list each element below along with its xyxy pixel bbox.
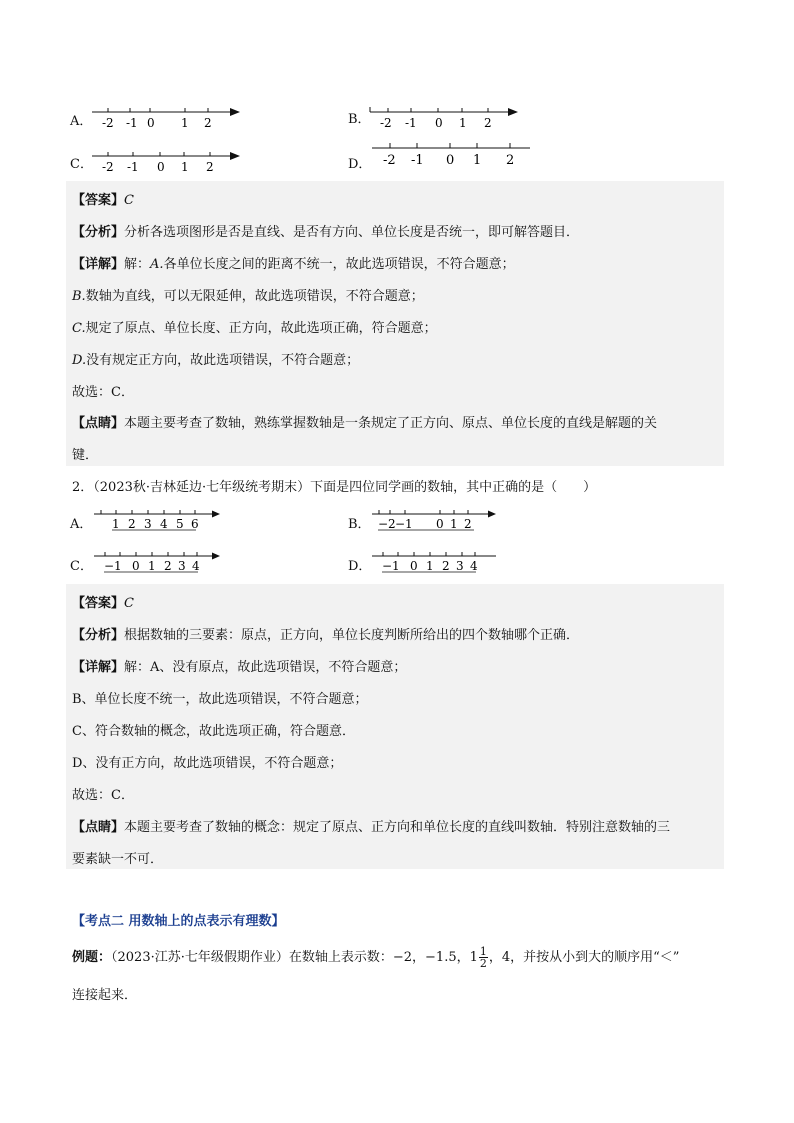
tick-label: 1 bbox=[473, 153, 482, 168]
tick-label: −1 bbox=[104, 559, 122, 573]
q1-comment-line1: 【点睛】本题主要考查了数轴，熟练掌握数轴是一条规定了正方向、原点、单位长度的直线是解题的关 bbox=[72, 416, 658, 431]
mixed-number: 1 $\frac{1}{2}$ bbox=[469, 945, 487, 970]
q2-option-d-number-line bbox=[370, 548, 510, 574]
tick-label: 2 bbox=[506, 153, 515, 168]
q2-option-c-label: C． bbox=[70, 559, 93, 574]
q2-detail-d: D、没有正方向，故此选项错误，不符合题意； bbox=[72, 756, 343, 771]
tick-label: 2 bbox=[128, 517, 136, 531]
tick-label: 2 bbox=[206, 160, 214, 174]
tick-label: 0 bbox=[410, 559, 418, 573]
tick-label: 3 bbox=[144, 517, 152, 531]
tick-label: 2 bbox=[164, 559, 172, 573]
tick-label: -2 bbox=[102, 160, 114, 174]
tick-label: -2 bbox=[383, 153, 396, 168]
q1-option-c-number-line bbox=[90, 146, 250, 174]
tick-label: -2 bbox=[380, 116, 392, 130]
tick-label: 2 bbox=[464, 517, 472, 531]
tick-label: 1 bbox=[112, 517, 120, 531]
q2-option-d-label: D． bbox=[348, 559, 372, 574]
tick-label: -1 bbox=[127, 160, 139, 174]
tick-label: 0 bbox=[157, 160, 165, 174]
tick-label: 1 bbox=[426, 559, 434, 573]
tick-label: 2 bbox=[442, 559, 450, 573]
q2-comment-line1: 【点睛】本题主要考查了数轴的概念：规定了原点、正方向和单位长度的直线叫数轴．特别注意数轴的三 bbox=[72, 820, 671, 835]
q1-option-c-label: C． bbox=[70, 157, 93, 172]
tick-label: 1 bbox=[450, 517, 458, 531]
q1-option-d-number-line bbox=[370, 140, 540, 170]
tick-label: 2 bbox=[204, 116, 212, 130]
example-line1: 例题：（2023·江苏·七年级假期作业）在数轴上表示数：−2，−1.5，1 $\frac{1}{2}$ ，4，并按从小到大的顺序用“＜” bbox=[72, 945, 680, 970]
tick-label: 0 bbox=[435, 116, 443, 130]
tick-label: 4 bbox=[192, 559, 200, 573]
tick-label: 0 bbox=[446, 153, 455, 168]
q1-option-d-label: D． bbox=[348, 157, 372, 172]
tick-label: 2 bbox=[484, 116, 492, 130]
tick-label: 6 bbox=[191, 517, 199, 531]
tick-label: −2 bbox=[378, 517, 396, 531]
q2-choose: 故选：C． bbox=[72, 788, 134, 803]
fraction: $\frac{1}{2}$ bbox=[479, 945, 487, 970]
tick-label: −1 bbox=[395, 517, 413, 531]
tick-label: -1 bbox=[126, 116, 138, 130]
q2-comment-line2: 要素缺一不可． bbox=[72, 852, 164, 867]
example-line2: 连接起来． bbox=[72, 988, 138, 1003]
tick-label: 3 bbox=[456, 559, 464, 573]
tick-label: 1 bbox=[459, 116, 467, 130]
q1-detail-d: D.没有规定正方向，故此选项错误，不符合题意； bbox=[72, 353, 360, 368]
tick-label: 0 bbox=[132, 559, 140, 573]
tick-label: 4 bbox=[160, 517, 168, 531]
tick-label: -1 bbox=[405, 116, 417, 130]
q2-option-c-number-line bbox=[92, 548, 232, 574]
q1-analysis: 【分析】分析各选项图形是否是直线、是否有方向、单位长度是否统一，即可解答题目． bbox=[72, 225, 580, 240]
q2-stem: 2．（2023秋·吉林延边·七年级统考期末）下面是四位同学画的数轴，其中正确的是（ ） bbox=[72, 480, 597, 495]
q2-analysis: 【分析】根据数轴的三要素：原点，正方向，单位长度判断所给出的四个数轴哪个正确． bbox=[72, 628, 580, 643]
tick-label: 0 bbox=[147, 116, 155, 130]
q2-detail-c: C、符合数轴的概念，故此选项正确，符合题意． bbox=[72, 724, 355, 739]
tick-label: 1 bbox=[181, 116, 189, 130]
q2-option-b-number-line bbox=[370, 506, 510, 532]
q1-option-a-label: A． bbox=[70, 114, 93, 129]
tick-label: -2 bbox=[102, 116, 114, 130]
tick-label: 1 bbox=[181, 160, 189, 174]
q1-comment-line2: 键． bbox=[72, 448, 99, 463]
q1-detail-c: C.规定了原点、单位长度、正方向，故此选项正确，符合题意； bbox=[72, 321, 437, 336]
tick-label: 1 bbox=[148, 559, 156, 573]
q2-answer: 【答案】C bbox=[72, 596, 134, 611]
q1-choose: 故选：C． bbox=[72, 385, 134, 400]
tick-label: 0 bbox=[436, 517, 444, 531]
q2-option-a-number-line bbox=[92, 506, 232, 532]
tick-label: 5 bbox=[176, 517, 184, 531]
section-title: 【考点二 用数轴上的点表示有理数】 bbox=[72, 914, 285, 929]
q2-detail-a: 【详解】解：A、没有原点，故此选项错误，不符合题意； bbox=[72, 660, 407, 675]
tick-label: 4 bbox=[470, 559, 478, 573]
q2-detail-b: B、单位长度不统一，故此选项错误，不符合题意； bbox=[72, 692, 368, 707]
q1-answer: 【答案】C bbox=[72, 193, 134, 208]
tick-label: 3 bbox=[178, 559, 186, 573]
q2-option-b-label: B． bbox=[348, 517, 371, 532]
tick-label: -1 bbox=[411, 153, 424, 168]
q1-option-b-label: B． bbox=[348, 112, 371, 127]
q1-option-b-number-line bbox=[368, 102, 528, 130]
tick-label: −1 bbox=[382, 559, 400, 573]
q1-option-a-number-line bbox=[90, 102, 250, 130]
q1-detail-b: B.数轴为直线，可以无限延伸，故此选项错误，不符合题意； bbox=[72, 289, 424, 304]
q2-option-a-label: A． bbox=[70, 517, 93, 532]
q1-detail-a: 【详解】解：A.各单位长度之间的距离不统一，故此选项错误，不符合题意； bbox=[72, 257, 515, 272]
